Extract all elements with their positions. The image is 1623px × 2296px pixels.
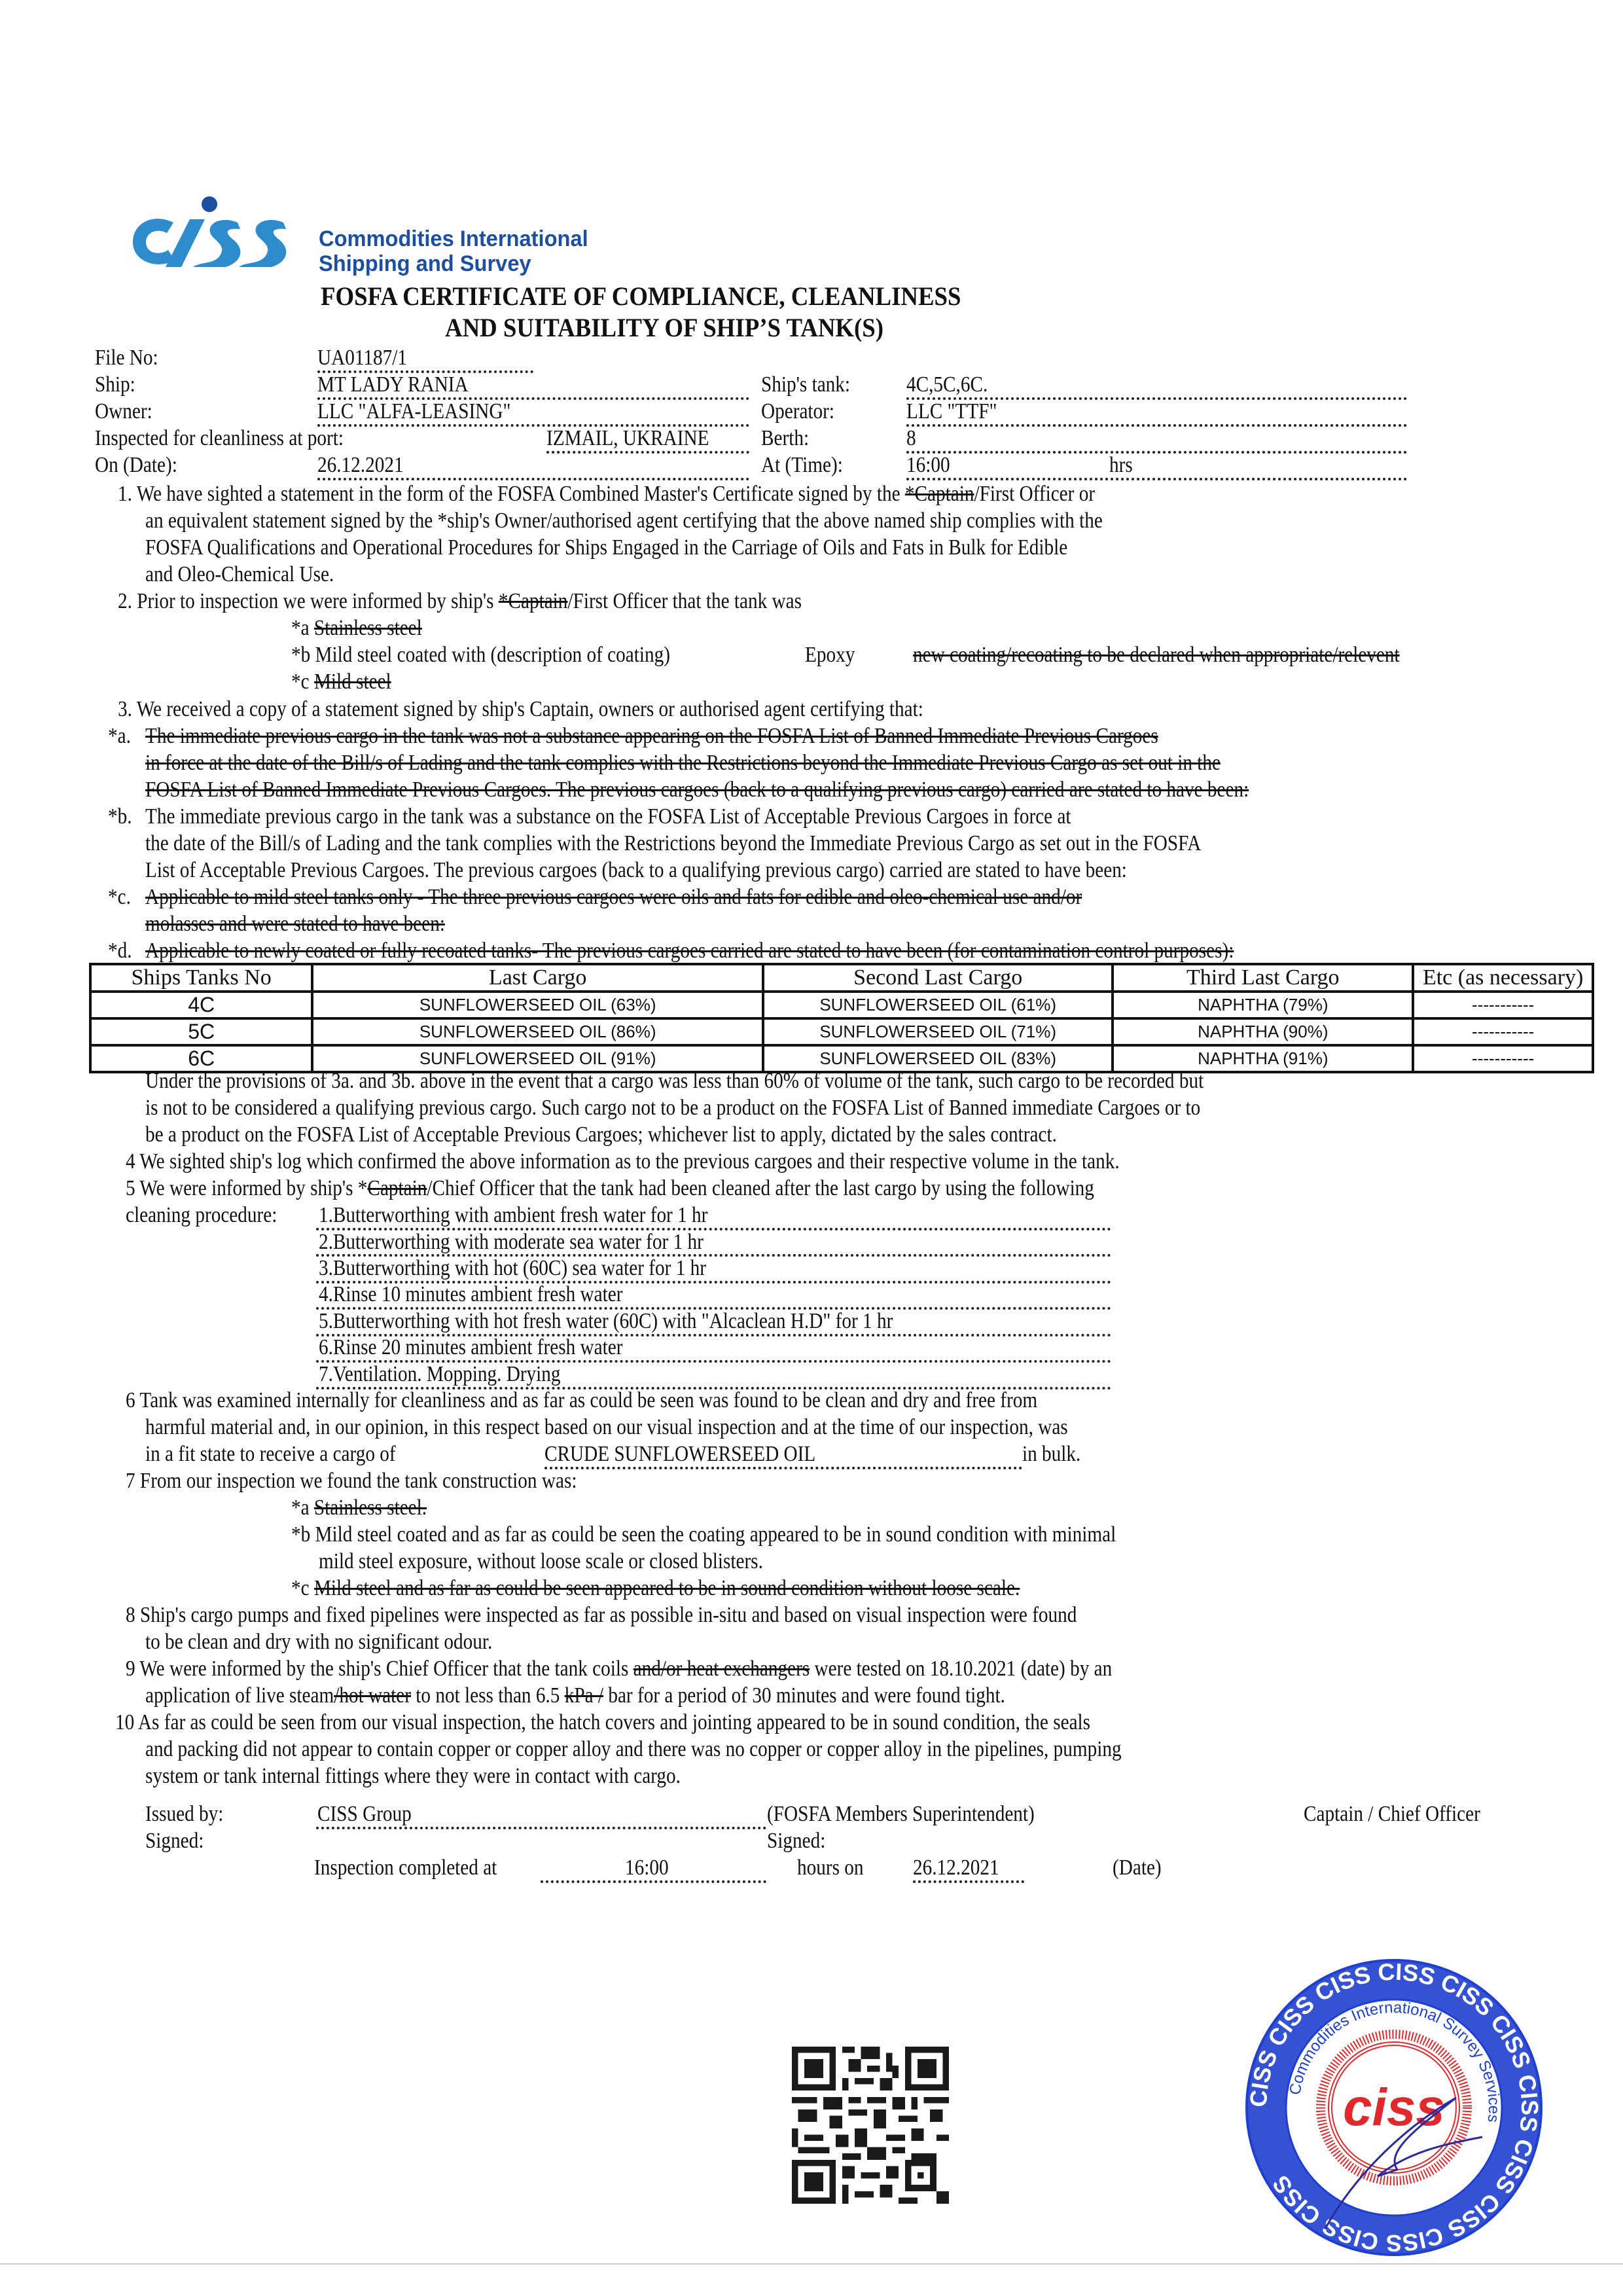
section-6-line-2: harmful material and, in our opinion, in this respect based on our visual inspection and at the time of our inspection, was: [145, 1415, 1068, 1439]
section-1-line-2: an equivalent statement signed by the *ship's Owner/authorised agent certifying that the above named ship complies with the: [145, 509, 1103, 533]
section-3d-mark: *d.: [108, 939, 132, 963]
inspection-completed-time: 16:00: [625, 1856, 669, 1880]
section-3b-line-1: The immediate previous cargo in the tank was a substance on the FOSFA List of Acceptable Previous Cargoes in force at: [145, 804, 1071, 829]
section-9-line-2: application of live steam/hot water to not less than 6.5 kPa / bar for a period of 30 minutes and were found tight.: [145, 1683, 1005, 1708]
inspection-completed-date: 26.12.2021: [913, 1856, 999, 1880]
dotted-underline: [906, 424, 1407, 427]
dotted-underline: [316, 1827, 766, 1829]
provisions-line-3: be a product on the FOSFA List of Acceptable Previous Cargoes; whichever list to apply, dictated by the sales contract.: [145, 1122, 1057, 1147]
dotted-underline: [546, 451, 749, 454]
section-8-line-2: to be clean and dry with no significant odour.: [145, 1630, 493, 1654]
time-value: 16:00: [906, 453, 950, 477]
qr-code: [789, 2047, 952, 2204]
brand-name: [319, 226, 588, 276]
issued-by-value: CISS Group: [317, 1802, 412, 1826]
cell-second: SUNFLOWERSEED OIL (71%): [763, 1018, 1113, 1045]
page-bottom-rule: [0, 2263, 1623, 2265]
section-3a-mark: *a.: [108, 724, 131, 748]
cleaning-step: 2.Butterworthing with moderate sea water for 1 hr: [319, 1230, 704, 1254]
section-5-intro: 5 We were informed by ship's *Captain/Chief Officer that the tank had been cleaned after the last cargo by using the following: [126, 1176, 1094, 1200]
owner-value: LLC "ALFA-LEASING": [317, 399, 511, 423]
date-value: 26.12.2021: [317, 453, 404, 477]
stamp-inner-text: Commodities International Survey Services: [1286, 1998, 1503, 2124]
file-no-label: File No:: [95, 346, 158, 370]
cell-etc: -----------: [1413, 992, 1593, 1018]
dotted-underline: [906, 478, 1407, 480]
section-3c-line-2: molasses and were stated to have been:: [145, 912, 445, 936]
col-header-last-cargo: Last Cargo: [312, 964, 763, 992]
dotted-underline: [541, 1880, 766, 1883]
cleaning-step: 1.Butterworthing with ambient fresh water for 1 hr: [319, 1203, 708, 1227]
section-2-option-a: *a Stainless steel: [291, 616, 422, 640]
certificate-title-line2: AND SUITABILITY OF SHIP’S TANK(S): [445, 313, 884, 342]
signed-label-2: Signed:: [767, 1829, 826, 1853]
cleaning-step: 5.Butterworthing with hot fresh water (60C) with "Alcaclean H.D" for 1 hr: [319, 1309, 893, 1333]
berth-value: 8: [906, 426, 916, 450]
stamp-center-logo: ciss: [1343, 2078, 1445, 2136]
fit-cargo-value: CRUDE SUNFLOWERSEED OIL: [544, 1442, 816, 1466]
hours-on-label: hours on: [797, 1856, 864, 1880]
issued-by-label: Issued by:: [145, 1802, 224, 1826]
section-7-option-c: *c Mild steel and as far as could be seen appeared to be in sound condition without loose scale.: [291, 1576, 1020, 1600]
captain-label: Captain / Chief Officer: [1304, 1802, 1480, 1826]
brand-line2: Shipping and Survey: [319, 251, 531, 276]
inspection-completed-label: Inspection completed at: [314, 1856, 497, 1880]
section-9-line-1: 9 We were informed by the ship's Chief Officer that the tank coils and/or heat exchangers were tested on 18.10.2021 (date) by an: [126, 1657, 1113, 1681]
cell-third: NAPHTHA (90%): [1113, 1018, 1413, 1045]
dotted-underline: [317, 478, 749, 480]
section-3a-line-3: FOSFA List of Banned Immediate Previous Cargoes. The previous cargoes (back to a qualifying previous cargo) carried are stated to have been:: [145, 778, 1249, 802]
section-3c-line-1: Applicable to mild steel tanks only - The three previous cargoes were oils and fats for edible and oleo-chemical use and/or: [145, 885, 1082, 909]
section-1-line-4: and Oleo-Chemical Use.: [145, 562, 334, 586]
certificate-title-line1: FOSFA CERTIFICATE OF COMPLIANCE, CLEANLINESS: [321, 281, 961, 311]
section-10-line-2: and packing did not appear to contain copper or copper alloy and there was no copper or copper alloy in the pipelines, pumping: [145, 1737, 1122, 1761]
signed-label: Signed:: [145, 1829, 204, 1853]
previous-cargo-table: [89, 963, 1594, 1073]
cell-last: SUNFLOWERSEED OIL (86%): [312, 1018, 763, 1045]
section-6-line-3: in a fit state to receive a cargo of: [145, 1442, 396, 1466]
section-3a-line-1: The immediate previous cargo in the tank was not a substance appearing on the FOSFA List of Banned Immediate Previous Cargoes: [145, 724, 1158, 748]
section-6-line-1: 6 Tank was examined internally for cleanliness and as far as could be seen was found to be clean and dry and free from: [126, 1388, 1038, 1412]
cell-third: NAPHTHA (79%): [1113, 992, 1413, 1018]
coating-note-struck: new coating/recoating to be declared when appropriate/relevent: [913, 643, 1400, 667]
provisions-line-2: is not to be considered a qualifying previous cargo. Such cargo not to be a product on the FOSFA List of Banned immediate Cargoes or to: [145, 1096, 1201, 1120]
table-row: [90, 992, 1593, 1018]
file-no-value: UA01187/1: [317, 346, 407, 370]
cell-last: SUNFLOWERSEED OIL (91%): [312, 1045, 763, 1072]
tank-value: 4C,5C,6C.: [906, 372, 988, 397]
provisions-line-1: Under the provisions of 3a. and 3b. above in the event that a cargo was less than 60% of volume of the tank, such cargo to be recorded but: [145, 1069, 1204, 1093]
time-label: At (Time):: [761, 453, 843, 477]
time-unit: hrs: [1109, 453, 1133, 477]
section-1-line-1: 1. We have sighted a statement in the form of the FOSFA Combined Master's Certificate signed by the *Captain/First Officer or: [118, 482, 1096, 506]
date-label: On (Date):: [95, 453, 177, 477]
section-6-in-bulk: in bulk.: [1022, 1442, 1081, 1466]
section-7-option-b-line-2: mild steel exposure, without loose scale or closed blisters.: [319, 1549, 763, 1573]
coating-type: Epoxy: [805, 643, 855, 667]
dotted-underline: [906, 451, 1407, 454]
brand-line1: Commodities International: [319, 226, 588, 251]
col-header-third-last: Third Last Cargo: [1113, 964, 1413, 992]
cleaning-step: 6.Rinse 20 minutes ambient fresh water: [319, 1335, 623, 1359]
cell-etc: -----------: [1413, 1045, 1593, 1072]
tank-label: Ship's tank:: [761, 372, 851, 397]
section-7-intro: 7 From our inspection we found the tank construction was:: [126, 1469, 577, 1493]
section-4: 4 We sighted ship's log which confirmed the above information as to the previous cargoes and their respective volume in the tank.: [126, 1149, 1120, 1174]
section-10-line-3: system or tank internal fittings where they were in contact with cargo.: [145, 1764, 681, 1788]
port-label: Inspected for cleanliness at port:: [95, 426, 344, 450]
owner-label: Owner:: [95, 399, 152, 423]
col-header-tank: Ships Tanks No: [90, 964, 312, 992]
section-10-line-1: 10 As far as could be seen from our visual inspection, the hatch covers and jointing appeared to be in sound condition, the seals: [115, 1710, 1091, 1734]
section-1-line-3: FOSFA Qualifications and Operational Procedures for Ships Engaged in the Carriage of Oils and Fats in Bulk for Edible: [145, 535, 1068, 560]
section-2-option-c: *c Mild steel: [291, 670, 391, 694]
cell-second: SUNFLOWERSEED OIL (83%): [763, 1045, 1113, 1072]
stamp-ring-text: CISS CISS CISS CISS CISS CISS CISS CISS CISS CISS CISS CISS: [1244, 1958, 1544, 2257]
cell-third: NAPHTHA (91%): [1113, 1045, 1413, 1072]
cell-etc: -----------: [1413, 1018, 1593, 1045]
table-row: [90, 1018, 1593, 1045]
operator-value: LLC "TTF": [906, 399, 997, 423]
section-3b-mark: *b.: [108, 804, 132, 829]
section-3d-line-1: Applicable to newly coated or fully recoated tanks- The previous cargoes carried are stated to have been (for contamination control purposes):: [145, 939, 1234, 963]
cleaning-step: 3.Butterworthing with hot (60C) sea water for 1 hr: [319, 1256, 706, 1280]
cell-second: SUNFLOWERSEED OIL (61%): [763, 992, 1113, 1018]
cell-tank: 4C: [90, 992, 312, 1018]
section-7-option-b-line-1: *b Mild steel coated and as far as could be seen the coating appeared to be in sound condition with minimal: [291, 1522, 1116, 1547]
section-2-intro: 2. Prior to inspection we were informed by ship's *Captain/First Officer that the tank was: [118, 589, 802, 613]
section-3c-mark: *c.: [108, 885, 131, 909]
cleaning-procedure-label: cleaning procedure:: [126, 1203, 277, 1227]
section-3-intro: 3. We received a copy of a statement signed by ship's Captain, owners or authorised agent certifying that:: [118, 697, 923, 721]
ship-value: MT LADY RANIA: [317, 372, 469, 397]
col-header-second-last: Second Last Cargo: [763, 964, 1113, 992]
dotted-underline: [544, 1467, 1022, 1469]
section-2-option-b: *b Mild steel coated with (description of coating): [291, 643, 670, 667]
section-3b-line-3: List of Acceptable Previous Cargoes. The previous cargoes (back to a qualifying previous cargo) carried are stated to have been:: [145, 858, 1127, 882]
section-3a-line-2: in force at the date of the Bill/s of Lading and the tank complies with the Restrictions beyond the Immediate Previous Cargo as set out in the: [145, 751, 1221, 775]
company-stamp: [1240, 1954, 1548, 2261]
port-value: IZMAIL, UKRAINE: [546, 426, 709, 450]
cleaning-step: 7.Ventilation. Mopping. Drying: [319, 1362, 561, 1386]
cell-tank: 6C: [90, 1045, 312, 1072]
cell-last: SUNFLOWERSEED OIL (63%): [312, 992, 763, 1018]
date-hint-label: (Date): [1113, 1856, 1162, 1880]
section-3b-line-2: the date of the Bill/s of Lading and the tank complies with the Restrictions beyond the Immediate Previous Cargo as set out in the FOSFA: [145, 831, 1202, 855]
ship-label: Ship:: [95, 372, 135, 397]
section-8-line-1: 8 Ship's cargo pumps and fixed pipelines were inspected as far as possible in-situ and based on visual inspection were found: [126, 1603, 1077, 1627]
dotted-underline: [913, 1880, 1024, 1883]
col-header-etc: Etc (as necessary): [1413, 964, 1593, 992]
ciss-logo: [128, 196, 304, 275]
cleaning-step: 4.Rinse 10 minutes ambient fresh water: [319, 1282, 623, 1306]
table-header-row: [90, 964, 1593, 992]
cell-tank: 5C: [90, 1018, 312, 1045]
section-7-option-a: *a Stainless steel.: [291, 1496, 427, 1520]
berth-label: Berth:: [761, 426, 810, 450]
superintendent-label: (FOSFA Members Superintendent): [767, 1802, 1035, 1826]
operator-label: Operator:: [761, 399, 835, 423]
